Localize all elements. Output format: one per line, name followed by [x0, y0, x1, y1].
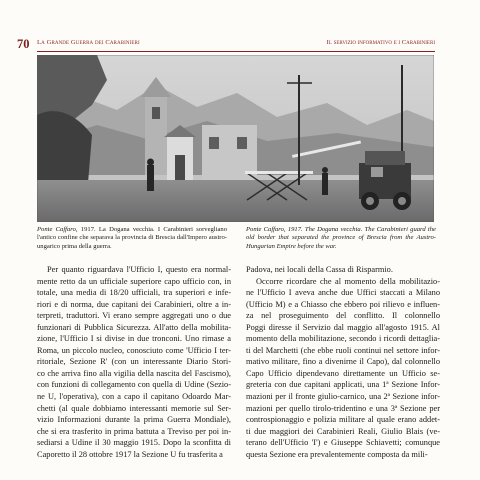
caption-english: Ponte Caffaro, 1917. The Dogana vecchia. The Carabinieri guard the old border that separated the province of Brescia from the Austro-Hungarian Empire before the war.	[246, 226, 436, 250]
header-chapter-title: Il servizio informativo e i Carabinieri	[326, 39, 435, 46]
body-line: riori e di norma, due capitani dei Carabinieri, oltre a in-	[37, 299, 231, 309]
body-line: ritoriale, Sezione R' (con un interessante Diario Stori-	[37, 357, 231, 367]
body-line: terano dell'Ufficio 'I') e Giuseppe Schiavetti; comunque	[246, 438, 440, 448]
body-line: Caporetto il 28 ottobre 1917 la Sezione U fu trasferita a	[37, 449, 223, 459]
body-line: ne l'Ufficio I aveva anche due Uffici staccati a Milano	[246, 288, 440, 298]
body-line: zione, l'Ufficio I si divise in due tronconi. Uno rimase a	[37, 334, 231, 344]
body-line: mazioni per il fronte giulio-carnico, una 2ª Sezione infor-	[246, 392, 440, 402]
caption-italian-text: , 1917. La Dogana vecchia. I Carabinieri sorvegliano l'antico confine che separava la provincia di Brescia dall'Impero austro-ungarico prima della guerra.	[37, 226, 227, 250]
body-line: ti due maggiori dei Carabinieri Reali, Giulio Blais (ve-	[246, 426, 440, 436]
body-column-left	[37, 264, 231, 460]
body-line: Padova, nei locali della Cassa di Risparmio.	[246, 265, 393, 274]
body-line: ne U, l'operativa), con a capo il capitano Odoardo Mar-	[37, 392, 231, 402]
body-line: za nel proseguimento del conflitto. Il colonnello	[246, 311, 440, 321]
body-line: controspionaggio e polizia militare al quale erano addet-	[246, 415, 440, 425]
body-line: Roma, un piccolo nucleo, conosciuto come 'Ufficio I ter-	[37, 345, 231, 355]
body-line: momento della mobilitazione, secondo i ricordi dettaglia-	[246, 334, 440, 344]
body-line: (Ufficio M) e a Chiasso che ebbero poi rilievo e influen-	[246, 299, 440, 309]
body-line: con funzioni di collegamento con quella di Udine (Sezio-	[37, 380, 231, 390]
body-line: chetti (al quale dobbiamo interessanti memorie sul Ser-	[37, 403, 231, 413]
body-line: mazioni per quello tirolo-tridentino e una 3ª Sezione per	[246, 403, 440, 413]
body-line: ti del Marchetti (che ebbe ruoli continui nel settore infor-	[246, 345, 440, 355]
body-line: terpreti, traduttori. Vi erano sempre aggregati uno o due	[37, 311, 231, 321]
header-book-title: La Grande Guerra dei Carabinieri	[37, 39, 140, 46]
running-header	[0, 37, 480, 53]
body-line: sediarsi a Udine il 30 maggio 1915. Dopo la sconfitta di	[37, 438, 231, 448]
body-line: mativo militare, fino a divenirne il Capo), dal colonnello	[246, 357, 440, 367]
photo-illustration	[37, 55, 434, 222]
historical-photo	[37, 55, 434, 222]
body-column-right	[246, 264, 440, 460]
body-line: vizio Informazioni durante la prima Guerra Mondiale),	[37, 415, 231, 425]
body-line: co che arriva fino alla vigilia della nascita del Fascismo),	[37, 368, 231, 378]
caption-place: Ponte Caffaro	[37, 226, 76, 233]
body-line: funzionari di Pubblica Sicurezza. All'atto della mobilita-	[37, 322, 231, 332]
caption-italian	[37, 226, 227, 251]
header-rule	[37, 51, 435, 52]
body-line: Capo Ufficio dipendevano direttamente un Ufficio se-	[246, 368, 440, 378]
body-line: mente retto da un ufficiale superiore capo ufficio con, in	[37, 276, 231, 286]
body-line: Occorre ricordare che al momento della mobilitazio-	[256, 276, 440, 286]
body-line: questa Sezione era prevalentemente composta da mili-	[246, 449, 428, 459]
body-line: Poggi diresse il Servizio dal maggio all'agosto 1915. Al	[246, 322, 440, 332]
page-number: 70	[17, 37, 30, 51]
body-line: totale, una media di 18/20 ufficiali, tra superiori e infe-	[37, 288, 231, 298]
body-line: Per quanto riguardava l'Ufficio I, questo era normal-	[47, 265, 231, 274]
body-line: greteria con due capitani applicati, una 1ª Sezione Infor-	[246, 380, 440, 390]
body-line: che si era trasferito in prima battuta a Treviso per poi in-	[37, 426, 231, 436]
